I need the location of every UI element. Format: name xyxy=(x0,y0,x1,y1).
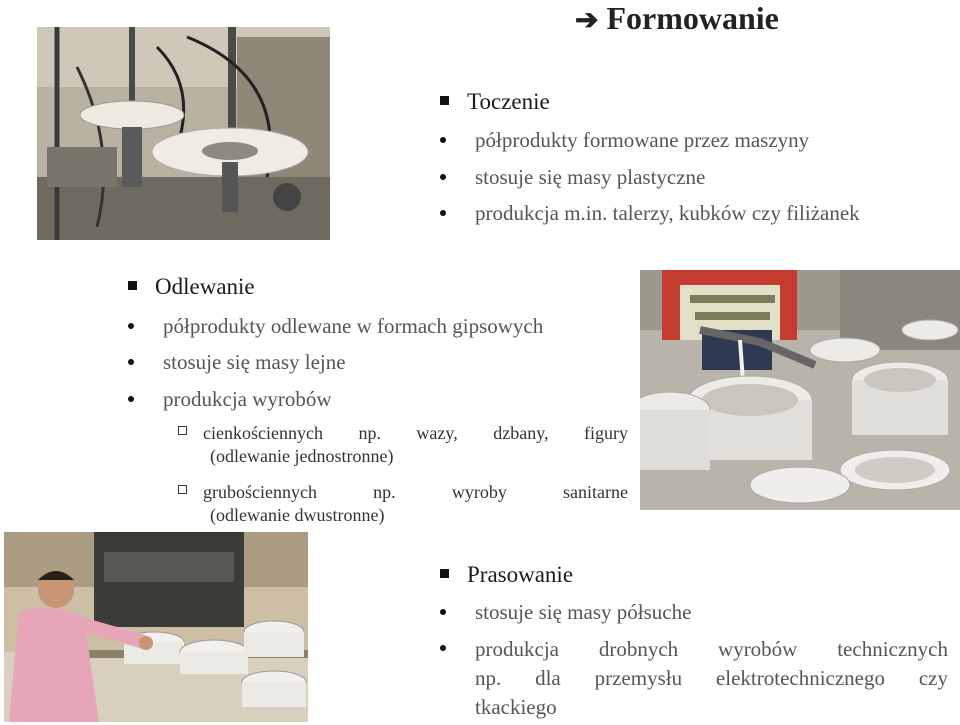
odlewanie-subitem: grubościennych np. wyroby sanitarne (odlewanie dwustronne) xyxy=(178,482,628,526)
photo-casting-molds xyxy=(640,270,960,510)
dot-bullet-icon xyxy=(440,645,446,651)
square-bullet-icon xyxy=(128,281,137,290)
odlewanie-bullet: produkcja wyrobów xyxy=(128,387,332,412)
dot-bullet-icon xyxy=(128,396,134,402)
hollow-square-bullet-icon xyxy=(178,426,187,435)
square-bullet-icon xyxy=(440,569,449,578)
odlewanie-bullet: półprodukty odlewane w formach gipsowych xyxy=(128,314,543,339)
photo-pressing xyxy=(4,532,308,722)
dot-bullet-icon xyxy=(440,174,446,180)
toczenie-bullet: stosuje się masy plastyczne xyxy=(440,165,705,190)
hollow-square-bullet-icon xyxy=(178,485,187,494)
slide-title xyxy=(575,0,779,37)
toczenie-bullet: produkcja m.in. talerzy, kubków czy filiżanek xyxy=(440,201,860,226)
prasowanie-heading: Prasowanie xyxy=(440,562,573,588)
toczenie-bullet: półprodukty formowane przez maszyny xyxy=(440,128,809,153)
dot-bullet-icon xyxy=(128,359,134,365)
slide-title-text: Formowanie xyxy=(606,0,779,36)
square-bullet-icon xyxy=(440,96,449,105)
arrow-bullet-icon: ➔ xyxy=(575,5,599,36)
prasowanie-bullet: produkcja drobnych wyrobów technicznych np. dla przemysłu elektrotechnicznego czy tkackiego xyxy=(440,637,948,720)
dot-bullet-icon xyxy=(440,210,446,216)
dot-bullet-icon xyxy=(440,609,446,615)
odlewanie-subitem: cienkościennych np. wazy, dzbany, figury (odlewanie jednostronne) xyxy=(178,423,628,467)
odlewanie-heading: Odlewanie xyxy=(128,274,255,300)
odlewanie-bullet: stosuje się masy lejne xyxy=(128,350,346,375)
photo-turning-machine xyxy=(37,27,330,240)
toczenie-heading: Toczenie xyxy=(440,89,550,115)
dot-bullet-icon xyxy=(128,323,134,329)
dot-bullet-icon xyxy=(440,137,446,143)
prasowanie-bullet: stosuje się masy półsuche xyxy=(440,600,691,625)
